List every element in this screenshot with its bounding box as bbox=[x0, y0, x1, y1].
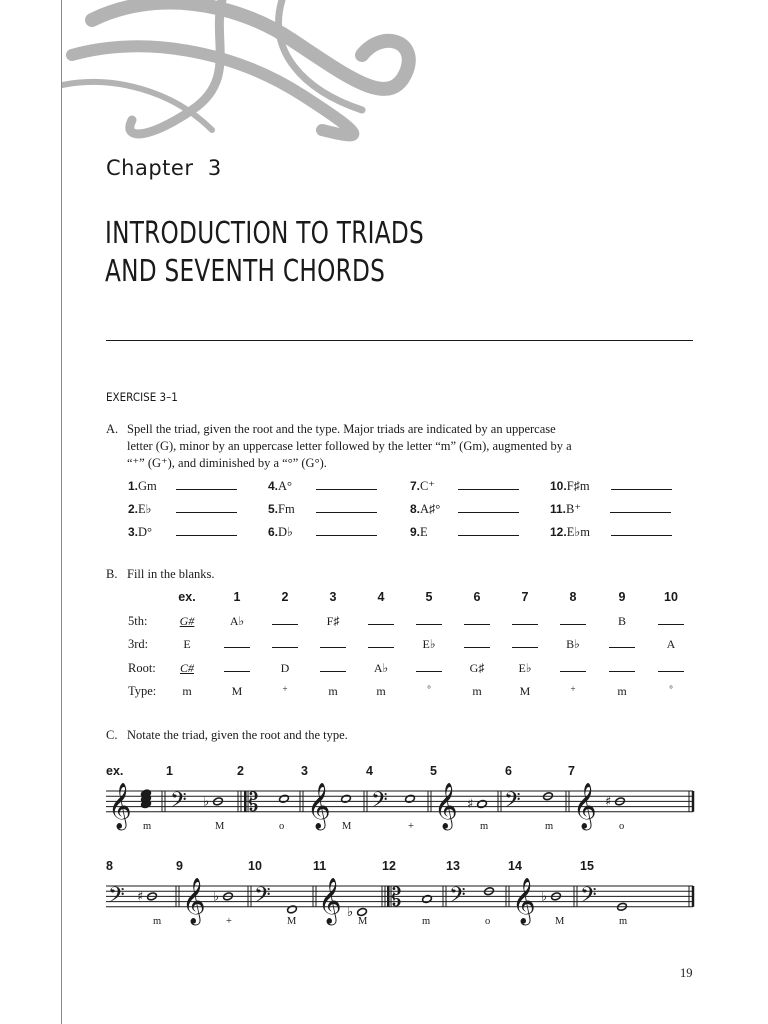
chord-symbol: B⁺ bbox=[566, 502, 581, 516]
part-b-text: Fill in the blanks. bbox=[127, 567, 215, 581]
answer-blank[interactable] bbox=[217, 661, 257, 676]
chapter-heading bbox=[106, 156, 222, 180]
sharp-icon: ♯ bbox=[467, 797, 474, 812]
answer-blank[interactable] bbox=[265, 614, 305, 629]
answer-blank[interactable] bbox=[316, 477, 377, 490]
answer-blank[interactable] bbox=[217, 637, 257, 652]
treble-clef-icon: 𝄞 bbox=[182, 877, 206, 924]
given-value: ° bbox=[427, 684, 431, 694]
sharp-icon: ♯ bbox=[137, 889, 144, 905]
whole-note bbox=[615, 797, 626, 806]
given-value: A♭ bbox=[373, 661, 389, 675]
column-header: 7 bbox=[521, 590, 529, 604]
given-value: m bbox=[182, 684, 192, 698]
item-number: 2. bbox=[128, 502, 139, 516]
chord-symbol: A♯° bbox=[420, 502, 441, 516]
title-line-1: INTRODUCTION TO TRIADS bbox=[105, 216, 424, 251]
column-header: 5 bbox=[425, 590, 433, 604]
spell-item-2 bbox=[128, 500, 237, 517]
whole-note bbox=[422, 894, 433, 903]
quality-label: M bbox=[287, 915, 297, 927]
chord-symbol: D° bbox=[138, 525, 153, 539]
filled-note bbox=[141, 794, 152, 803]
answer-blank[interactable] bbox=[553, 614, 593, 629]
given-value: B bbox=[617, 614, 626, 628]
given-value: D bbox=[280, 661, 290, 675]
column-header: ex. bbox=[178, 590, 196, 604]
answer-blank[interactable] bbox=[611, 477, 672, 490]
filled-note bbox=[141, 799, 152, 808]
answer-blank[interactable] bbox=[458, 523, 519, 536]
spell-item-4 bbox=[268, 477, 377, 494]
exercise-number: 4 bbox=[366, 764, 373, 778]
whole-note bbox=[141, 789, 152, 798]
quality-label: o bbox=[279, 820, 285, 832]
chord-symbol: E♭m bbox=[566, 525, 590, 539]
quality-label: m bbox=[153, 915, 162, 927]
exercise-number: 15 bbox=[580, 859, 594, 873]
item-number: 6. bbox=[268, 525, 279, 539]
title-rule bbox=[106, 340, 693, 341]
treble-clef-icon: 𝄞 bbox=[108, 782, 132, 829]
chord-symbol: A° bbox=[278, 479, 293, 493]
spell-item-11 bbox=[550, 500, 671, 517]
page-number: 19 bbox=[680, 966, 693, 980]
bass-clef-icon: 𝄢 bbox=[449, 882, 466, 913]
whole-note bbox=[279, 794, 290, 803]
bass-clef-icon: 𝄢 bbox=[371, 787, 388, 818]
given-value: m bbox=[472, 684, 482, 698]
answer-blank[interactable] bbox=[611, 523, 672, 536]
item-number: 7. bbox=[410, 479, 421, 493]
part-c-text: Notate the triad, given the root and the type. bbox=[127, 728, 348, 742]
whole-note bbox=[617, 902, 628, 911]
part-b-letter: B. bbox=[106, 567, 118, 581]
column-header: 3 bbox=[329, 590, 337, 604]
flat-icon: ♭ bbox=[203, 794, 210, 810]
column-header: 6 bbox=[473, 590, 481, 604]
spell-item-12 bbox=[550, 523, 672, 540]
given-value: A♭ bbox=[229, 614, 245, 628]
item-number: 11. bbox=[550, 502, 567, 516]
spell-item-5 bbox=[268, 500, 377, 517]
given-value: M bbox=[231, 684, 243, 698]
whole-note bbox=[484, 887, 495, 896]
row-label: Root: bbox=[128, 661, 156, 675]
exercise-number: 1 bbox=[166, 764, 173, 778]
column-header: 9 bbox=[618, 590, 626, 604]
given-value: E♭ bbox=[518, 661, 532, 675]
treble-clef-icon: 𝄞 bbox=[318, 877, 342, 924]
given-value: m bbox=[328, 684, 338, 698]
exercise-number: 9 bbox=[176, 859, 183, 873]
item-number: 10. bbox=[550, 479, 567, 493]
exercise-number: 10 bbox=[248, 859, 262, 873]
answer-blank[interactable] bbox=[265, 637, 305, 652]
whole-note bbox=[543, 792, 554, 801]
exercise-number: 13 bbox=[446, 859, 460, 873]
alto-clef-icon: 𝄡 bbox=[244, 787, 259, 818]
exercise-number: 11 bbox=[313, 859, 327, 873]
flat-icon: ♭ bbox=[541, 889, 548, 905]
spell-item-10 bbox=[550, 477, 672, 494]
quality-label: m bbox=[480, 820, 489, 832]
item-number: 4. bbox=[268, 479, 279, 493]
item-number: 3. bbox=[128, 525, 139, 539]
spell-item-3 bbox=[128, 523, 237, 540]
answer-blank[interactable] bbox=[313, 637, 353, 652]
given-value: E bbox=[183, 637, 191, 651]
column-header: 2 bbox=[281, 590, 289, 604]
sharp-icon: ♯ bbox=[605, 794, 612, 810]
quality-label: m bbox=[545, 820, 554, 832]
exercise-number: 14 bbox=[508, 859, 522, 873]
given-value: + bbox=[282, 684, 288, 694]
quality-label: o bbox=[619, 820, 625, 832]
given-value: + bbox=[570, 684, 576, 694]
exercise-number: 12 bbox=[382, 859, 396, 873]
spell-item-6 bbox=[268, 523, 377, 540]
title-line-2: AND SEVENTH CHORDS bbox=[105, 254, 386, 289]
decorative-ornament bbox=[62, 0, 422, 150]
answer-blank[interactable] bbox=[409, 614, 449, 629]
treble-clef-icon: 𝄞 bbox=[434, 782, 458, 829]
flat-icon: ♭ bbox=[213, 889, 220, 905]
quality-label: + bbox=[226, 915, 232, 927]
whole-note bbox=[477, 799, 488, 808]
spell-item-7 bbox=[410, 477, 519, 494]
filled-note bbox=[141, 789, 152, 798]
chord-symbol: C⁺ bbox=[420, 479, 435, 493]
chapter-label: Chapter bbox=[106, 156, 194, 180]
answer-blank[interactable] bbox=[316, 500, 377, 513]
quality-label: M bbox=[358, 915, 368, 927]
chord-symbol: D♭ bbox=[278, 525, 293, 539]
answer-blank[interactable] bbox=[361, 637, 401, 652]
bass-clef-icon: 𝄢 bbox=[580, 882, 597, 913]
spell-item-9 bbox=[410, 523, 519, 540]
answer-blank[interactable] bbox=[610, 500, 671, 513]
chapter-number: 3 bbox=[207, 156, 222, 180]
margin-line bbox=[61, 0, 62, 1024]
chord-symbol: F♯m bbox=[566, 479, 590, 493]
exercise-number: 5 bbox=[430, 764, 437, 778]
given-value: B♭ bbox=[566, 637, 580, 651]
answer-blank[interactable] bbox=[458, 477, 519, 490]
answer-blank[interactable] bbox=[651, 661, 691, 676]
bass-clef-icon: 𝄢 bbox=[170, 787, 187, 818]
bass-clef-icon: 𝄢 bbox=[254, 882, 271, 913]
alto-clef-icon: 𝄡 bbox=[387, 882, 402, 913]
chord-symbol: E bbox=[420, 525, 428, 539]
quality-label: + bbox=[408, 820, 414, 832]
column-header: 10 bbox=[664, 590, 678, 604]
quality-label: m bbox=[422, 915, 431, 927]
given-value: E♭ bbox=[422, 637, 436, 651]
answer-blank[interactable] bbox=[457, 614, 497, 629]
chord-symbol: Fm bbox=[278, 502, 295, 516]
exercise-number: 7 bbox=[568, 764, 575, 778]
column-header: 4 bbox=[377, 590, 385, 604]
whole-note bbox=[147, 892, 158, 901]
treble-clef-icon: 𝄞 bbox=[307, 782, 331, 829]
given-value: G# bbox=[179, 614, 195, 628]
answer-blank[interactable] bbox=[602, 637, 642, 652]
whole-note bbox=[141, 794, 152, 803]
spell-item-8 bbox=[410, 500, 519, 517]
whole-note bbox=[551, 892, 562, 901]
item-number: 1. bbox=[128, 479, 139, 493]
given-value: M bbox=[519, 684, 531, 698]
whole-note bbox=[341, 794, 352, 803]
given-value: m bbox=[376, 684, 386, 698]
whole-note bbox=[223, 892, 234, 901]
quality-label: m bbox=[619, 915, 628, 927]
row-label: 5th: bbox=[128, 614, 148, 628]
answer-blank[interactable] bbox=[313, 661, 353, 676]
exercise-number: ex. bbox=[106, 764, 124, 778]
given-value: F♯ bbox=[326, 614, 340, 628]
whole-note bbox=[213, 797, 224, 806]
flat-icon: ♭ bbox=[347, 905, 354, 920]
answer-blank[interactable] bbox=[458, 500, 519, 513]
spell-item-1 bbox=[128, 477, 237, 494]
column-header: 1 bbox=[233, 590, 241, 604]
column-header: 8 bbox=[569, 590, 577, 604]
chord-symbol: Gm bbox=[138, 479, 157, 493]
answer-blank[interactable] bbox=[176, 500, 237, 513]
treble-clef-icon: 𝄞 bbox=[512, 877, 536, 924]
row-label: Type: bbox=[128, 684, 157, 698]
answer-blank[interactable] bbox=[409, 661, 449, 676]
bass-clef-icon: 𝄢 bbox=[504, 787, 521, 818]
quality-label: M bbox=[342, 820, 352, 832]
answer-blank[interactable] bbox=[602, 661, 642, 676]
part-a-letter: A. bbox=[106, 422, 119, 436]
whole-note bbox=[141, 799, 152, 808]
quality-label: M bbox=[555, 915, 565, 927]
part-c-letter: C. bbox=[106, 728, 118, 742]
treble-clef-icon: 𝄞 bbox=[573, 782, 597, 829]
answer-blank[interactable] bbox=[361, 614, 401, 629]
row-label: 3rd: bbox=[128, 637, 149, 651]
item-number: 5. bbox=[268, 502, 279, 516]
given-value: m bbox=[617, 684, 627, 698]
answer-blank[interactable] bbox=[651, 614, 691, 629]
part-a-text: Spell the triad, given the root and the type. Major triads are indicated by an uppercase letter (G), minor by an uppercase letter followed by the letter “m” (Gm), augmented by a “⁺” (G⁺), and diminished by a “°” (G°). bbox=[127, 422, 572, 470]
exercise-number: 6 bbox=[505, 764, 512, 778]
quality-label: m bbox=[143, 820, 152, 832]
answer-blank[interactable] bbox=[176, 523, 237, 536]
item-number: 9. bbox=[410, 525, 421, 539]
given-value: ° bbox=[669, 684, 673, 694]
chord-symbol: E♭ bbox=[138, 502, 152, 516]
answer-blank[interactable] bbox=[505, 614, 545, 629]
answer-blank[interactable] bbox=[316, 523, 377, 536]
given-value: C# bbox=[179, 661, 194, 675]
exercise-number: 8 bbox=[106, 859, 113, 873]
exercise-number: 2 bbox=[237, 764, 244, 778]
answer-blank[interactable] bbox=[505, 637, 545, 652]
quality-label: o bbox=[485, 915, 491, 927]
whole-note bbox=[405, 794, 416, 803]
answer-blank[interactable] bbox=[176, 477, 237, 490]
answer-blank[interactable] bbox=[457, 637, 497, 652]
item-number: 8. bbox=[410, 502, 421, 516]
exercise-number: 3 bbox=[301, 764, 308, 778]
given-value: G♯ bbox=[469, 661, 485, 675]
chapter-title bbox=[105, 215, 424, 291]
quality-label: M bbox=[215, 820, 225, 832]
answer-blank[interactable] bbox=[553, 661, 593, 676]
whole-note bbox=[287, 905, 298, 914]
given-value: A bbox=[666, 637, 676, 651]
item-number: 12. bbox=[550, 525, 567, 539]
exercise-label: EXERCISE 3–1 bbox=[106, 390, 178, 404]
bass-clef-icon: 𝄢 bbox=[108, 882, 125, 913]
